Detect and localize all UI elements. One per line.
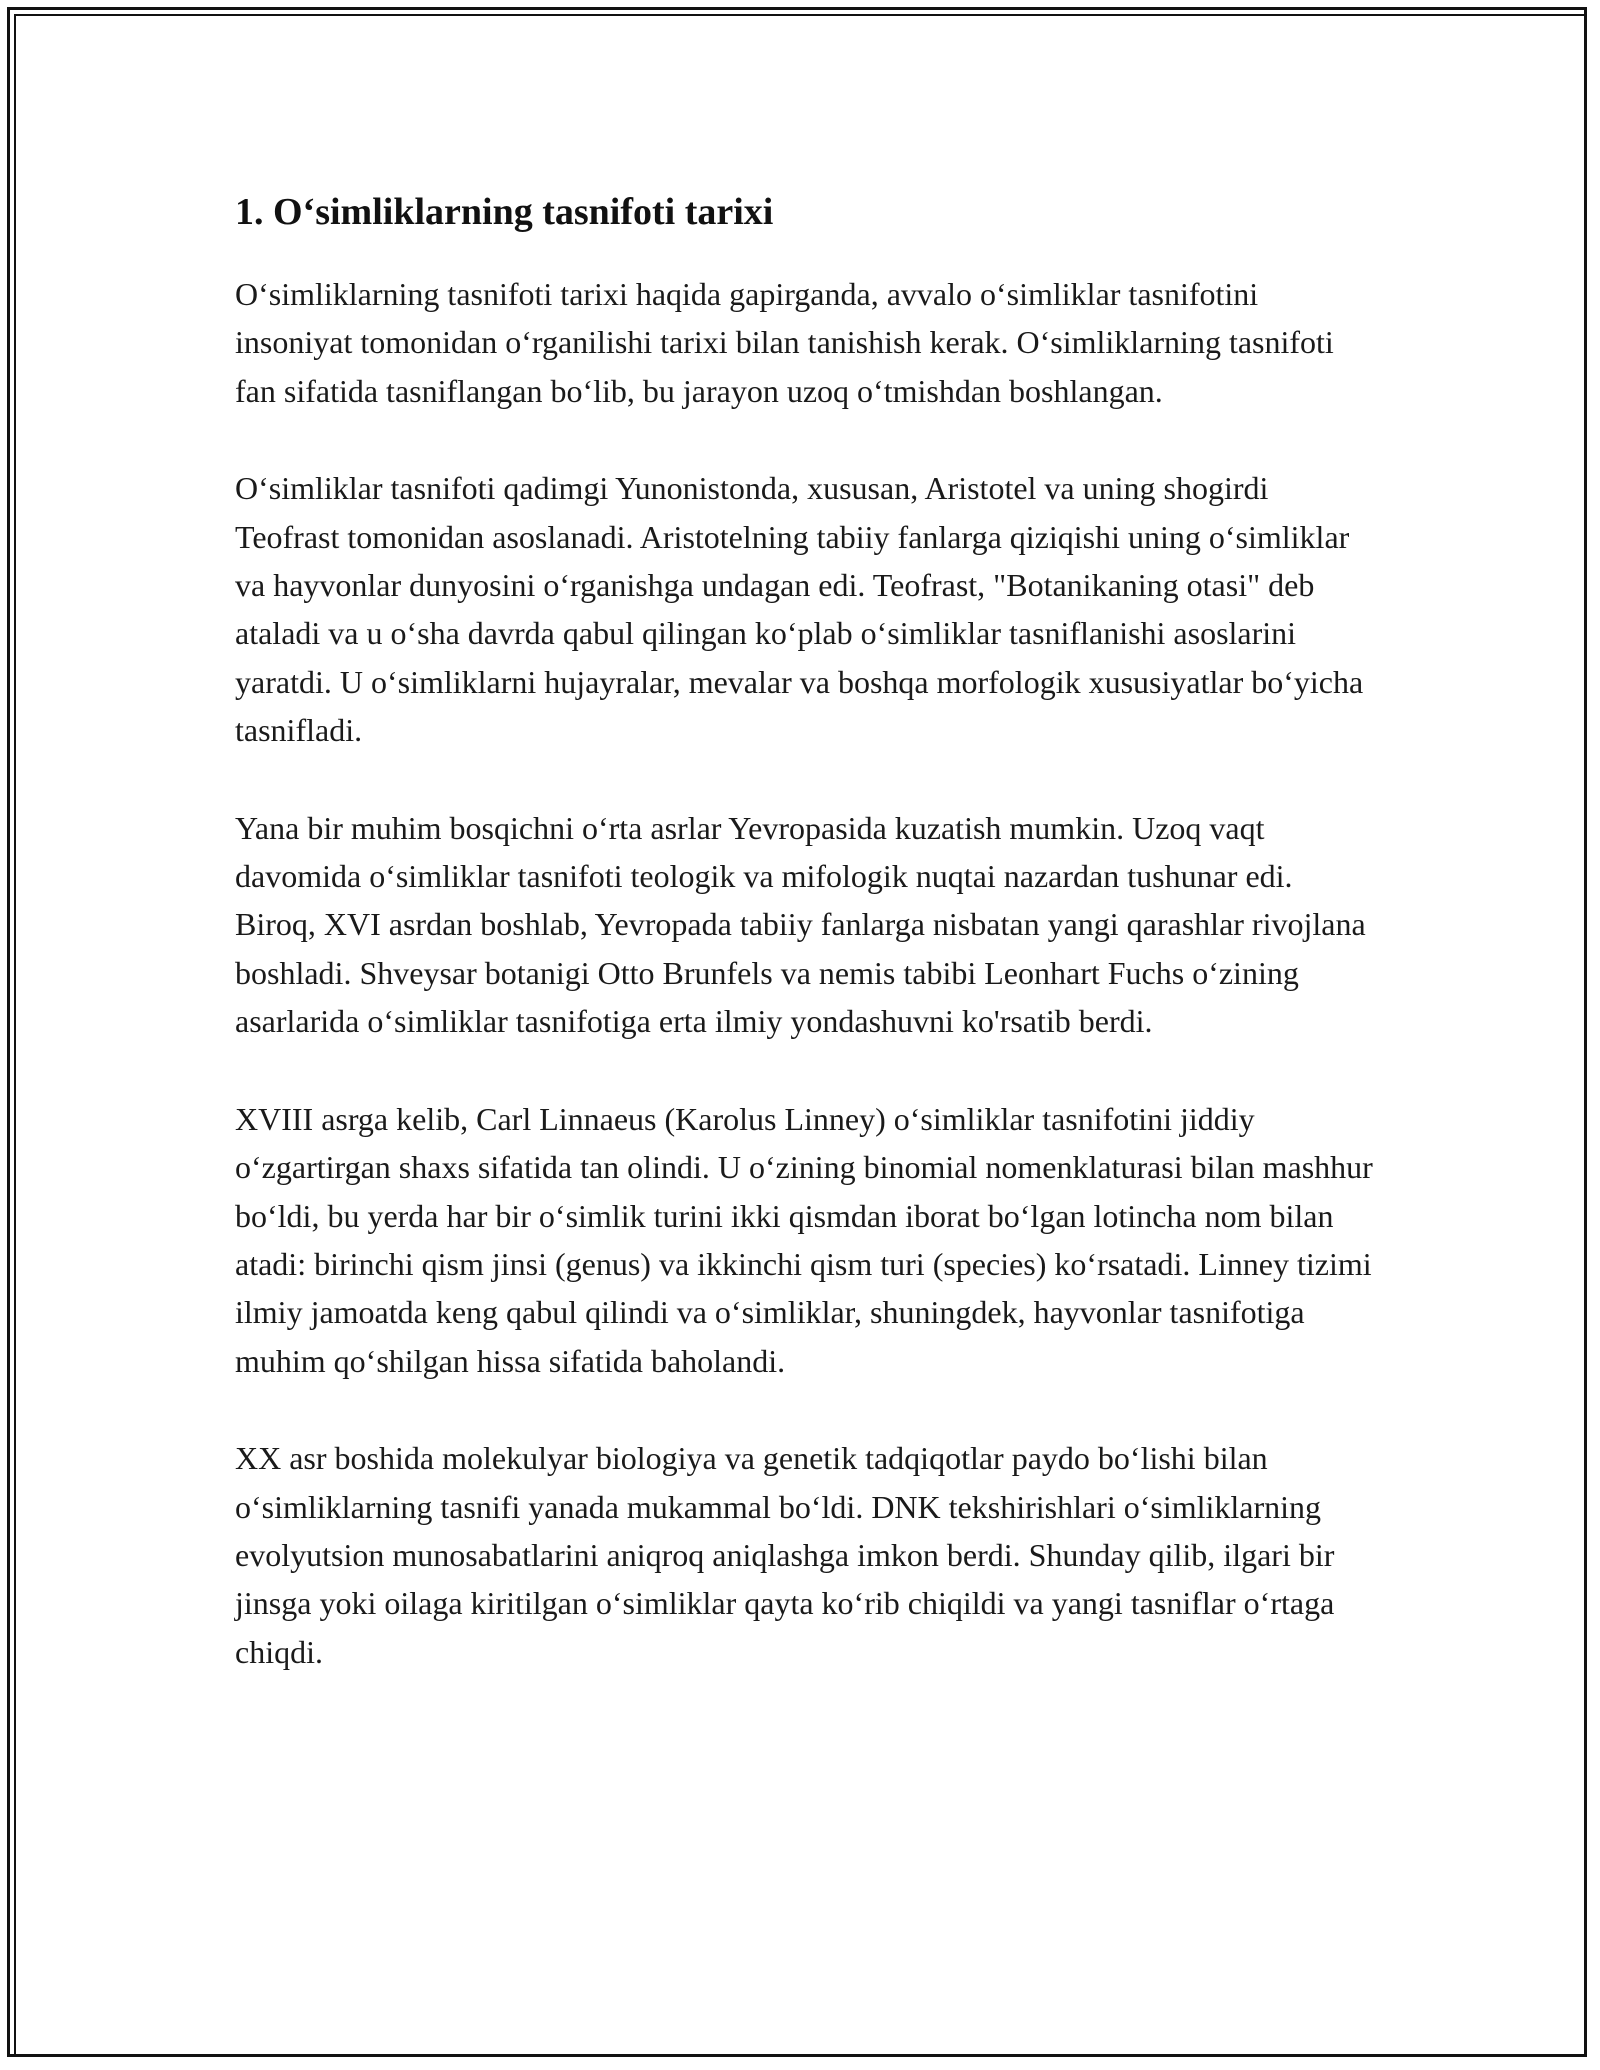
paragraph-middle-ages: Yana bir muhim bosqichni o‘rta asrlar Yevropasida kuzatish mumkin. Uzoq vaqt davomida o‘simliklar tasnifoti teologik va mifologik nuqtai nazardan tushunar edi. Biroq, XVI asrdan boshlab, Yevropada tabiiy fanlarga nisbatan yangi qarashlar rivojlana boshladi. Shveysar botanigi Otto Brunfels va nemis tabibi Leonhart Fuchs o‘zining asarlarida o‘simliklar tasnifotiga erta ilmiy yondashuvni ko'rsatib berdi. bbox=[235, 809, 1366, 1040]
paragraph-molecular: XX asr boshida molekulyar biologiya va genetik tadqiqotlar paydo bo‘lishi bilan o‘simliklarning tasnifi yanada mukammal bo‘ldi. DNK tekshirishlari o‘simliklarning evolyutsion munosabatlarini aniqroq aniqlashga imkon berdi. Shunday qilib, ilgari bir jinsga yoki oilaga kiritilgan o‘simliklar qayta ko‘rib chiqildi va yangi tasniflar o‘rtaga chiqdi. bbox=[235, 1440, 1335, 1670]
paragraph-ancient-greece: O‘simliklar tasnifoti qadimgi Yunonistonda, xususan, Aristotel va uning shogirdi Teofrast tomonidan asoslanadi. Aristotelning tabiiy fanlarga qiziqishi uning o‘simliklar va hayvonlar dunyosini o‘rganishga undagan edi. Teofrast, "Botanikaning otasi" deb ataladi va u o‘sha davrda qabul qilingan ko‘plab o‘simliklar tasniflanishi asoslarini yaratdi. U o‘simliklarni hujayralar, mevalar va boshqa morfologik xususiyatlar bo‘yicha tasnifladi. bbox=[235, 470, 1364, 749]
document-body bbox=[235, 186, 1375, 1725]
paragraph-intro: O‘simliklarning tasnifoti tarixi haqida gapirganda, avvalo o‘simliklar tasnifotini insoniyat tomonidan o‘rganilishi tarixi bilan tanishish kerak. O‘simliklarning tasnifoti fan sifatida tasniflangan bo‘lib, bu jarayon uzoq o‘tmishdan boshlangan. bbox=[235, 276, 1334, 409]
section-title: 1. O‘simliklarning tasnifoti tarixi bbox=[235, 191, 774, 233]
paragraph-linnaeus: XVIII asrga kelib, Carl Linnaeus (Karolus Linney) o‘simliklar tasnifotini jiddiy o‘zgartirgan shaxs sifatida tan olindi. U o‘zining binomial nomenklaturasi bilan mashhur bo‘ldi, bu yerda har bir o‘simlik turini ikki qismdan iborat bo‘lgan lotincha nom bilan atadi: birinchi qism jinsi (genus) va ikkinchi qism turi (species) ko‘rsatadi. Linney tizimi ilmiy jamoatda keng qabul qilindi va o‘simliklar, shuningdek, hayvonlar tasnifotiga muhim qo‘shilgan hissa sifatida baholandi. bbox=[235, 1100, 1373, 1379]
